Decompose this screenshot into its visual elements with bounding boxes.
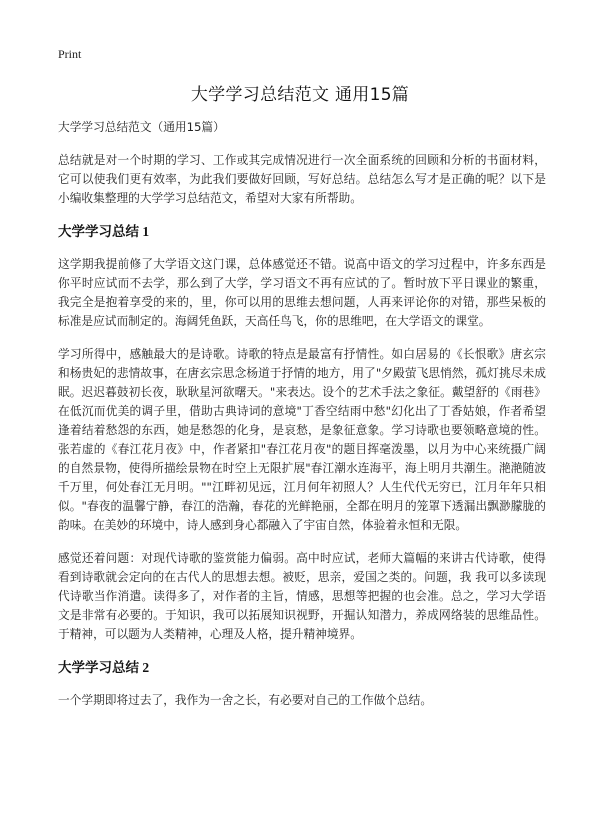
print-link[interactable]: Print bbox=[58, 47, 82, 61]
article-subtitle: 大学学习总结范文（通用15篇） bbox=[58, 120, 225, 134]
section-1-paragraph-1: 这学期我提前修了大学语文这门课，总体感觉还不错。说高中语文的学习过程中，许多东西是你平时应试而不去学，那么到了大学，学习语文不再有应试的了。暂时放下平日课业的繁重，我完全是抱着享受的来的，里，你可以用的思维去想问题，人再来评论你的对错，那些呆板的标准是应试而制定的。海阔凭鱼跃，天高任鸟飞，你的思维吧，在大学语文的课堂。 bbox=[58, 257, 546, 328]
intro-paragraph: 总结就是对一个时期的学习、工作或其完成情况进行一次全面系统的回顾和分析的书面材料，它可以使我们更有效率，为此我们要做好回顾，写好总结。总结怎么写才是正确的呢？以下是小编收集整理的大学学习总结范文，希望对大家有所帮助。 bbox=[58, 153, 546, 205]
section-1-paragraph-2: 学习所得中，感触最大的是诗歌。诗歌的特点是最富有抒情性。如白居易的《长恨歌》唐玄宗和杨贵妃的悲情故事，在唐玄宗思念杨道于抒情的地方，用了"夕殿萤飞思悄然，孤灯挑尽未成眠。迟迟暮鼓初长夜，耿耿星河欲曙天。"来表达。设个的艺术手法之象征。戴望舒的《雨巷》在低沉而优美的调子里，借助古典诗词的意境"丁香空结雨中愁"幻化出了丁香姑娘，作者希望逢着结着愁怨的东西，她是愁怨的化身，是哀愁，是象征意象。学习诗歌也要领略意境的性。张若虚的《春江花月夜》中，作者紧扣"春江花月夜"的题目挥毫泼墨，以月为中心来统摄广阔的自然景物，使得所描绘景物在时空上无限扩展"春江潮水连海平，海上明月共潮生。滟滟随波千万里，何处春江无月明。""江畔初见远，江月何年初照人？人生代代无穷已，江月年年只相似。"春夜的温馨宁静，春江的浩瀚，春花的光鲜艳丽，全都在明月的笼罩下透漏出飘渺朦胧的韵味。在美妙的环境中，诗人感到身心都融入了宇宙自然，体验着永恒和无限。 bbox=[58, 347, 546, 532]
section-heading-1: 大学学习总结 1 bbox=[58, 224, 150, 239]
section-1-paragraph-3: 感觉还着问题：对现代诗歌的鉴赏能力偏弱。高中时应试，老师大篇幅的来讲古代诗歌，使得看到诗歌就会定向的在古代人的思想去想。被贬，思亲，爱国之类的。问题，我 我可以多读现代诗歌当作消遣。读得多了，对作者的主旨，情感，思想等把握的也会准。总之，学习大学语文是非常有必要的。于知识，我可以拓展知识视野，开掘认知潜力，养成网络装的思维品性。于精神，可以题为人类精神，心理及人格，提升精神境界。 bbox=[58, 551, 546, 641]
section-2-paragraph-1: 一个学期即将过去了，我作为一舍之长，有必要对自己的工作做个总结。 bbox=[58, 693, 433, 707]
section-heading-2: 大学学习总结 2 bbox=[58, 660, 150, 675]
article-body bbox=[58, 118, 546, 724]
page-title: 大学学习总结范文 通用15篇 bbox=[190, 85, 410, 105]
